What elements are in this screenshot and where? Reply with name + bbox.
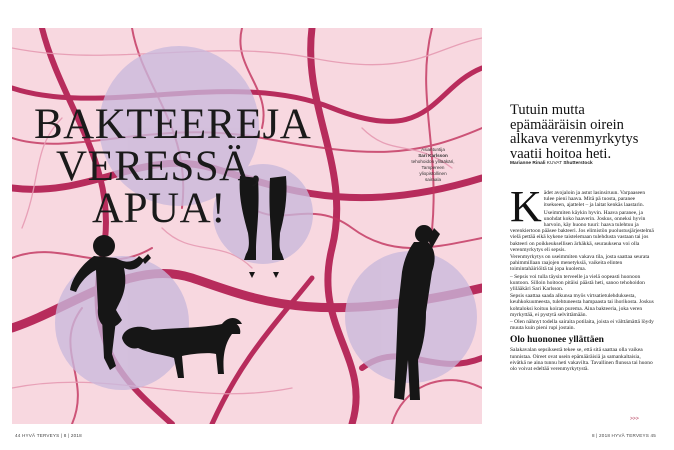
body-text: ädet avojaloin ja astut lasinsiruun. Varpaaseen tulee pieni haava. Mitä pä tuosta, paranee itsekseen, ajattelet – ja laitat kenkäs laastarin. [543,190,646,209]
byline-author: Marianne Rinali [510,161,546,166]
byline-photo-credit: Shutterstock [563,161,593,166]
byline [510,161,660,166]
body-paragraph: Sepsis saattaa saada alkunsa myös virtsatietulehduksesta, keuhkokuumeesta, tulehtuneesta hampaasta tai ihorikosta. Joskus kohtaloksi koituu koiran purema. Aina bakteeria, joka veren myrkyttää, ei pystytä selvittämään. [510,293,654,318]
folio-left: 44 HYVÄ TERVEYS | 8 | 2018 [15,433,82,438]
illustration-panel [12,28,482,424]
caption-line: Asiantuntija [421,147,445,152]
body-paragraph: – Olen nähnyt todella sairaita potilaita, joista ei välttämättä löydy muuta kuin pieni rupi jostain. [510,319,654,332]
caption-line: tehohoidon ylilääkäri, [411,159,455,164]
headline-line: APUA! [92,185,226,232]
article-body [510,182,656,373]
caption-line: sairaala [424,177,442,182]
body-paragraph: Useimmiten käykin hyvin. Haava paranee, ja unohdat koko haaverin. Joskus, onneksi hyvin harvoin, käy huono tuuri: haava tulehtuu ja verenkiertoon pääsee bakteeri. Jos elimistön puolustusjärjestelmä vielä pettää eikä kykene taistelemaan tulehdusta vastaan tai jos bakteeri on poikkeuksellisen ärhäkkä, seurauksena voi olla verenmyrkytys eli sepsis. [510,209,654,253]
article-lead [510,103,660,161]
article-headline [34,101,312,232]
caption-line: Tampereen [421,165,445,170]
continue-mark: >>> [630,416,639,422]
dropcap: K [510,182,542,231]
headline-line: BAKTEEREJA [34,101,312,148]
lead-line: alkava verenmyrkytys [510,131,639,147]
headline-line: VERESSÄ, [56,143,262,190]
caption-expert-name: Sari Karlsson [418,153,448,158]
lead-line: vaatii hoitoa heti. [510,145,612,162]
folio-right: 8 | 2018 HYVÄ TERVEYS 45 [591,433,656,438]
lead-line: epämääräisin oirein [510,116,624,133]
body-paragraph: Verenmyrkytys on useimmiten vakava tila, josta saattaa seurata pahimmillaan raajojen menetyksiä, vaikeita elinten toimintahäiriöitä tai jopa kuolema. [510,254,650,273]
body-paragraph: – Sepsis voi tulla täysin terveelle ja vielä oopeasti huonoon kuntoon. Silloin hoitoon pitäisi päästä heti, sanoo tehohoidon ylilääkäri Sari Karlsson. [510,273,645,293]
lead-line: Tutuin mutta [510,102,585,118]
expert-caption [404,147,462,183]
section-subhead: Olo huononee yllättäen [510,335,604,346]
caption-line: yliopistollinen [419,171,447,176]
body-paragraph: Salakavalan sepsiksestä tekee se, että sitä saattaa olla vaikea tunnistaa. Oireet ovat usein epämääräisiä ja samankaltaisia, eivätkä ne aina tunnu heti vakavilta. Tavallinen flunssa tai huono olo voivat edeltää verenmyrkytystä. [510,347,653,373]
byline-photo-label: KUVAT [546,161,562,166]
